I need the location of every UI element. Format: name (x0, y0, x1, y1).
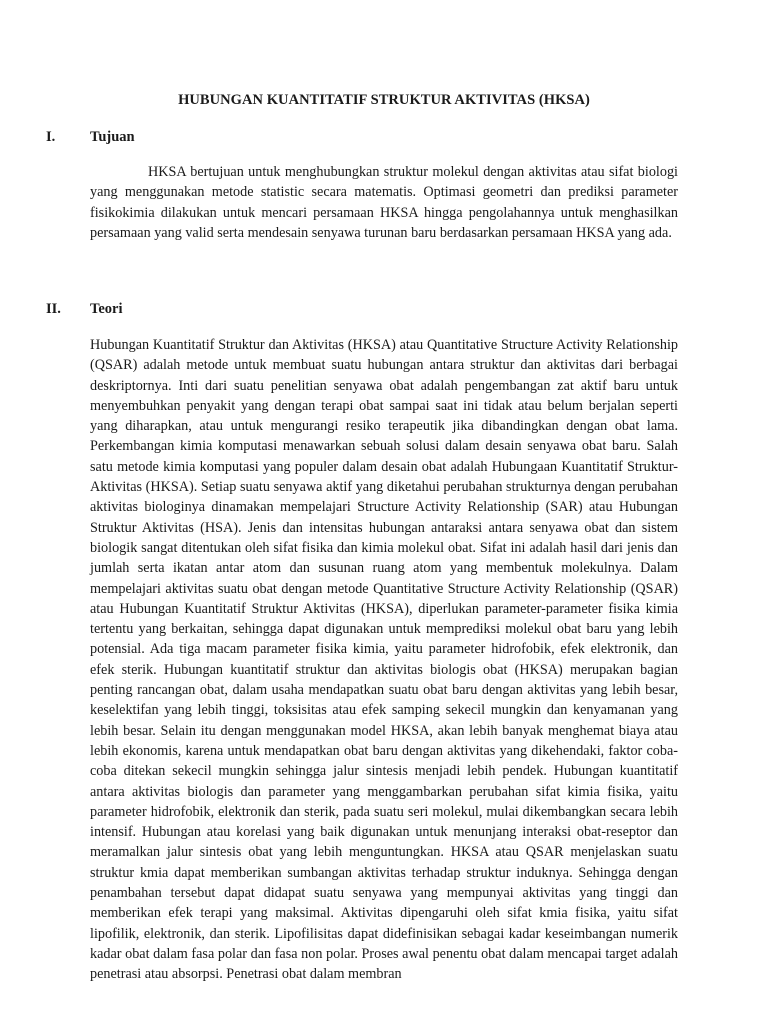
section-number: II. (46, 301, 61, 317)
section-title: Tujuan (90, 129, 135, 145)
teori-paragraph: Hubungan Kuantitatif Struktur dan Aktivitas (HKSA) atau Quantitative Structure Activity Relationship (QSAR) adalah metode untuk membuat suatu hubungan antara struktur dan aktivitas dari berbagai deskriptornya. Inti dari suatu penelitian senyawa obat adalah pengembangan zat aktif baru untuk menyembuhkan penyakit yang dengan terapi obat sampai saat ini tidak atau belum berjalan seperti yang diharapkan, atau untuk mengurangi resiko terapeutik jika dibandingkan dengan obat lama. Perkembangan kimia komputasi menawarkan sebuah solusi dalam desain senyawa obat baru. Salah satu metode kimia komputasi yang populer dalam desain obat adalah Hubungaan Kuantitatif Struktur-Aktivitas (HKSA). Setiap suatu senyawa aktif yang diketahui perubahan strukturnya dengan perubahan aktivitas biologinya dinamakan mempelajari Structure Activity Relationship (SAR) atau Hubungan Struktur Aktivitas (HSA). Jenis dan intensitas hubungan antaraksi antara senyawa obat dan sistem biologik sangat ditentukan oleh sifat fisika dan kimia molekul obat. Sifat ini adalah hasil dari jenis dan jumlah serta ikatan antar atom dan susunan ruang atom yang membentuk molekulnya. Dalam mempelajari aktivitas suatu obat dengan metode Quantitative Structure Activity Relationship (QSAR) atau Hubungan Kuantitatif Struktur Aktivitas (HKSA), diperlukan parameter-parameter fisika kimia tertentu yang berkaitan, sehingga dapat digunakan untuk memprediksi molekul obat baru yang lebih potensial. Ada tiga macam parameter fisika kimia, yaitu parameter hidrofobik, efek elektronik, dan efek sterik. Hubungan kuantitatif struktur dan aktivitas biologis obat (HKSA) merupakan bagian penting rancangan obat, dalam usaha mendapatkan suatu obat baru dengan aktivitas yang lebih besar, keselektifan yang lebih tinggi, toksisitas atau efek samping sekecil mungkin dan kenyamanan yang lebih besar. Selain itu dengan menggunakan model HKSA, akan lebih banyak menghemat biaya atau lebih ekonomis, karena untuk mendapatkan obat baru dengan aktivitas yang dikehendaki, faktor coba-coba ditekan sekecil mungkin sehingga jalur sintesis menjadi lebih pendek. Hubungan kuantitatif antara aktivitas biologis dan parameter yang menggambarkan perubahan sifat kimia fisika, yaitu parameter hidrofobik, elektronik dan sterik, pada suatu seri molekul, mulai dikembangkan secara lebih intensif. Hubungan atau korelasi yang baik digunakan untuk menunjang interaksi obat-reseptor dan meramalkan jalur sintesis obat yang lebih menguntungkan. HKSA atau QSAR menjelaskan suatu struktur kmia dapat memberikan sumbangan aktivitas terhadap struktur induknya. Sehingga dengan penambahan tersebut dapat didapat suatu senyawa yang mempunyai aktivitas yang tinggi dan memberikan efek terapi yang maksimal. Aktivitas dipengaruhi oleh sifat kmia fisika, yaitu sifat lipofilik, elektronik, dan sterik. Lipofilisitas dapat didefinisikan sebagai kadar keseimbangan numerik kadar obat dalam fasa polar dan fasa non polar. Proses awal penentu obat dalam mencapai target adalah penetrasi atau absorpsi. Penetrasi obat dalam membran (90, 337, 678, 983)
document-title: HUBUNGAN KUANTITATIF STRUKTUR AKTIVITAS (HKSA) (178, 92, 590, 108)
section-number: I. (46, 129, 56, 145)
section-heading-teori (46, 301, 123, 318)
tujuan-paragraph: HKSA bertujuan untuk menghubungkan struktur molekul dengan aktivitas atau sifat biologi yang menggunakan metode statistic secara matematis. Optimasi geometri dan prediksi parameter fisikokimia dilakukan untuk mencari persamaan HKSA hingga pengolahannya untuk menghasilkan persamaan yang valid serta mendesain senyawa turunan baru berdasarkan persamaan HKSA yang ada. (90, 164, 678, 241)
section-title: Teori (90, 301, 123, 317)
section-heading-tujuan (46, 129, 135, 146)
